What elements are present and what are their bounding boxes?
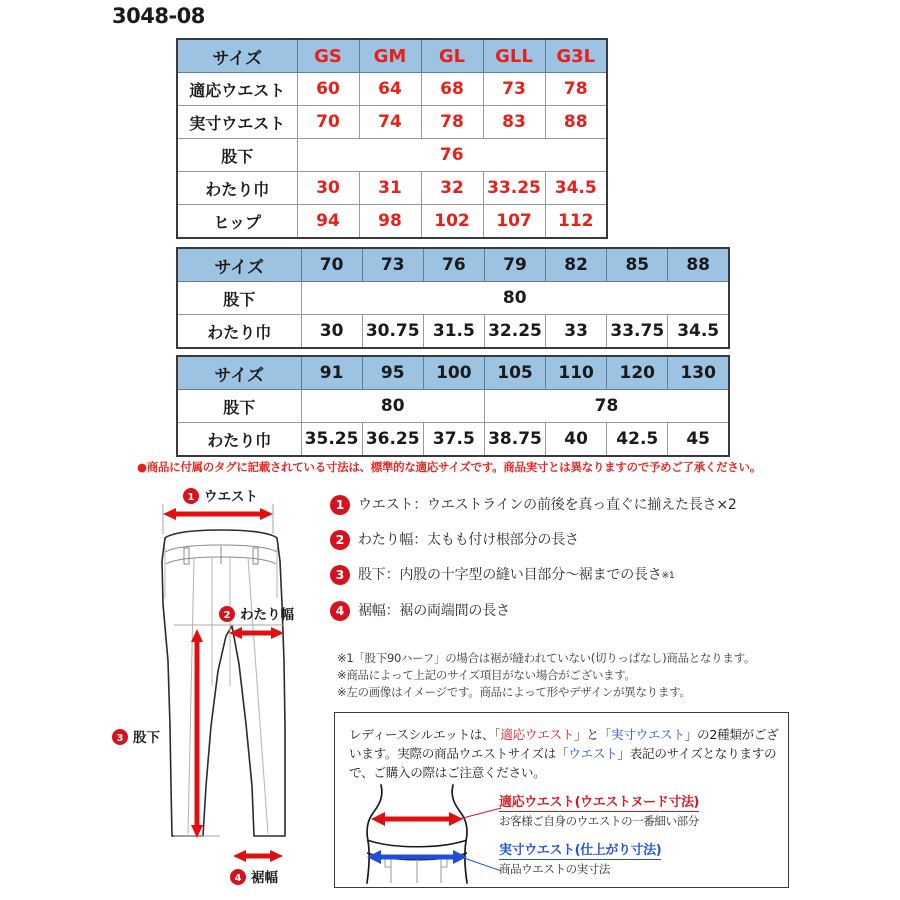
table-cell: 112 [545,205,607,239]
ladies-waist-info-box [334,712,789,888]
table-header-cell: 85 [607,248,668,282]
table-row [177,390,729,423]
table-header-cell: 95 [362,356,423,390]
info-text-part3: 」の2種類がございます。実際の商品ウエストサイズは「 [349,727,779,761]
table-row [177,282,729,315]
row-label: 股下 [177,282,301,315]
legend-badge-1: 1 [330,495,350,515]
asterisk-notes [337,650,887,701]
legend-item [330,530,890,550]
table-row [177,205,607,239]
info-keyword-tekiou: 適応ウエスト [500,727,575,742]
callout-title-actual: 実寸ウエスト(仕上がり寸法) [499,839,661,860]
table-cell-merged: 80 [301,390,484,423]
legend-label-4: 裾幅：裾の両端間の長さ [358,603,510,619]
table-header-label: サイズ [177,39,297,73]
table-cell: 35.25 [301,423,362,457]
row-label: 股下 [177,139,297,172]
callout-nude-waist [499,791,699,829]
legend-item [330,601,890,621]
legend-badge-2: 2 [330,530,350,550]
table-cell: 36.25 [362,423,423,457]
row-label: 適応ウエスト [177,73,297,106]
table-header-cell: G3L [545,39,607,73]
table-cell: 34.5 [545,172,607,205]
row-label: 股下 [177,390,301,423]
pants-label-number-3: 3 [116,733,124,744]
table-header-cell: 130 [668,356,729,390]
asterisk-note-3: ※左の画像はイメージです。商品によって形やデザインが異なります。 [337,685,691,699]
table-header-cell: GS [297,39,359,73]
row-label: わたり巾 [177,172,297,205]
legend-label-2: わたり幅：太もも付け根部分の長さ [358,532,579,548]
info-text-part2: 」と「 [574,727,611,742]
table-cell: 40 [546,423,607,457]
table-cell: 30.75 [362,315,423,349]
table-cell: 30 [297,172,359,205]
pants-label-number-4: 4 [234,873,242,884]
legend-label-3-main: 股下：内股の十字型の縫い目部分～裾までの長さ [358,567,662,583]
table-header-cell: 105 [484,356,545,390]
table-cell: 60 [297,73,359,106]
table-row [177,172,607,205]
pants-label-number-1: 1 [187,492,195,503]
table-header-cell: GLL [483,39,545,73]
table-header-cell: 73 [362,248,423,282]
table-header-cell: 120 [607,356,668,390]
table-cell: 83 [483,106,545,139]
table-header-cell: 91 [301,356,362,390]
table-cell: 34.5 [668,315,729,349]
table-cell: 31 [359,172,421,205]
table-cell: 68 [421,73,483,106]
pants-label-number-2: 2 [223,610,231,621]
table-row-header [177,248,729,282]
info-keyword-jissun: 実寸ウエスト [610,727,685,742]
callout-actual-waist [499,839,661,877]
table-cell-merged: 80 [301,282,729,315]
pants-outline [162,530,285,836]
table-cell-merged: 78 [484,390,729,423]
info-text-part1: レディースシルエットは、「 [349,727,501,742]
table-cell: 38.75 [484,423,545,457]
pants-label-text-2: わたり幅 [240,607,294,623]
row-label: 実寸ウエスト [177,106,297,139]
legend-badge-3: 3 [330,565,350,585]
page-title: 3048-08 [112,4,205,28]
pants-label-text-4: 裾幅 [251,870,278,886]
pants-diagram [108,486,334,898]
table-row-header [177,39,607,73]
table-cell: 64 [359,73,421,106]
table-cell: 73 [483,73,545,106]
nude-waist-arrow [371,812,463,826]
legend-item [330,495,890,515]
asterisk-note-2: ※商品によって上記のサイズ項目がない場合がございます。 [337,668,636,682]
pants-label-text-3: 股下 [133,730,160,746]
legend-label-1: ウエスト：ウエストラインの前後を真っ直ぐに揃えた長さ×2 [358,497,737,513]
waist-illustration [341,783,501,885]
table-cell: 94 [297,205,359,239]
table-cell: 102 [421,205,483,239]
table-cell: 98 [359,205,421,239]
table-cell: 33 [546,315,607,349]
table-header-cell: 88 [668,248,729,282]
table-cell: 30 [301,315,362,349]
table-cell: 42.5 [607,423,668,457]
table-row [177,315,729,349]
table-cell: 88 [545,106,607,139]
table-cell: 107 [483,205,545,239]
legend-label-3-note: ※1 [661,571,675,581]
info-text-part4: 」表記のサイズとなりますので、ご購入の際はご注意ください。 [349,746,777,780]
caution-note: ●商品に付属のタグに記載されている寸法は、標準的な適応サイズです。商品実寸とは異なりますので予めご了承ください。 [137,460,761,474]
table-row [177,106,607,139]
table-cell: 32 [421,172,483,205]
table-cell: 32.25 [484,315,545,349]
row-label: わたり巾 [177,423,301,457]
table-row [177,139,607,172]
table-header-label: サイズ [177,248,301,282]
row-label: わたり巾 [177,315,301,349]
size-table-large [176,355,730,457]
legend-item [330,565,890,586]
legend-label-3 [358,565,674,586]
table-cell-merged: 76 [297,139,607,172]
table-header-cell: 70 [301,248,362,282]
hem-width-dimension-arrow [233,850,283,862]
size-table-ladies [176,38,608,239]
asterisk-note-1: ※1「股下90ハーフ」の場合は裾が縫われていない(切りっぱなし)商品となります。 [337,651,756,665]
callout-title-nude: 適応ウエスト(ウエストヌード寸法) [499,791,699,812]
table-header-cell: GL [421,39,483,73]
table-row-header [177,356,729,390]
callout-sub-nude: お客様ご自身のウエストの一番細い部分 [499,814,699,828]
table-cell: 74 [359,106,421,139]
row-label: ヒップ [177,205,297,239]
table-cell: 70 [297,106,359,139]
table-row [177,423,729,457]
table-cell: 37.5 [423,423,484,457]
table-header-cell: 82 [546,248,607,282]
table-header-cell: 79 [484,248,545,282]
table-header-label: サイズ [177,356,301,390]
table-row [177,73,607,106]
table-cell: 33.75 [607,315,668,349]
leader-line-red [459,805,501,819]
table-cell: 78 [421,106,483,139]
legend-badge-4: 4 [330,601,350,621]
leader-line-blue [461,857,501,875]
size-table-regular [176,247,730,349]
table-cell: 78 [545,73,607,106]
table-cell: 33.25 [483,172,545,205]
table-header-cell: 110 [546,356,607,390]
pants-label-text-1: ウエスト [204,489,258,505]
table-header-cell: 100 [423,356,484,390]
info-paragraph [349,725,781,782]
table-cell: 31.5 [423,315,484,349]
table-cell: 45 [668,423,729,457]
table-header-cell: 76 [423,248,484,282]
table-header-cell: GM [359,39,421,73]
info-keyword-waist: ウエスト [568,746,618,761]
callout-sub-actual: 商品ウエストの実寸法 [499,862,610,876]
measurement-legend [330,495,890,636]
